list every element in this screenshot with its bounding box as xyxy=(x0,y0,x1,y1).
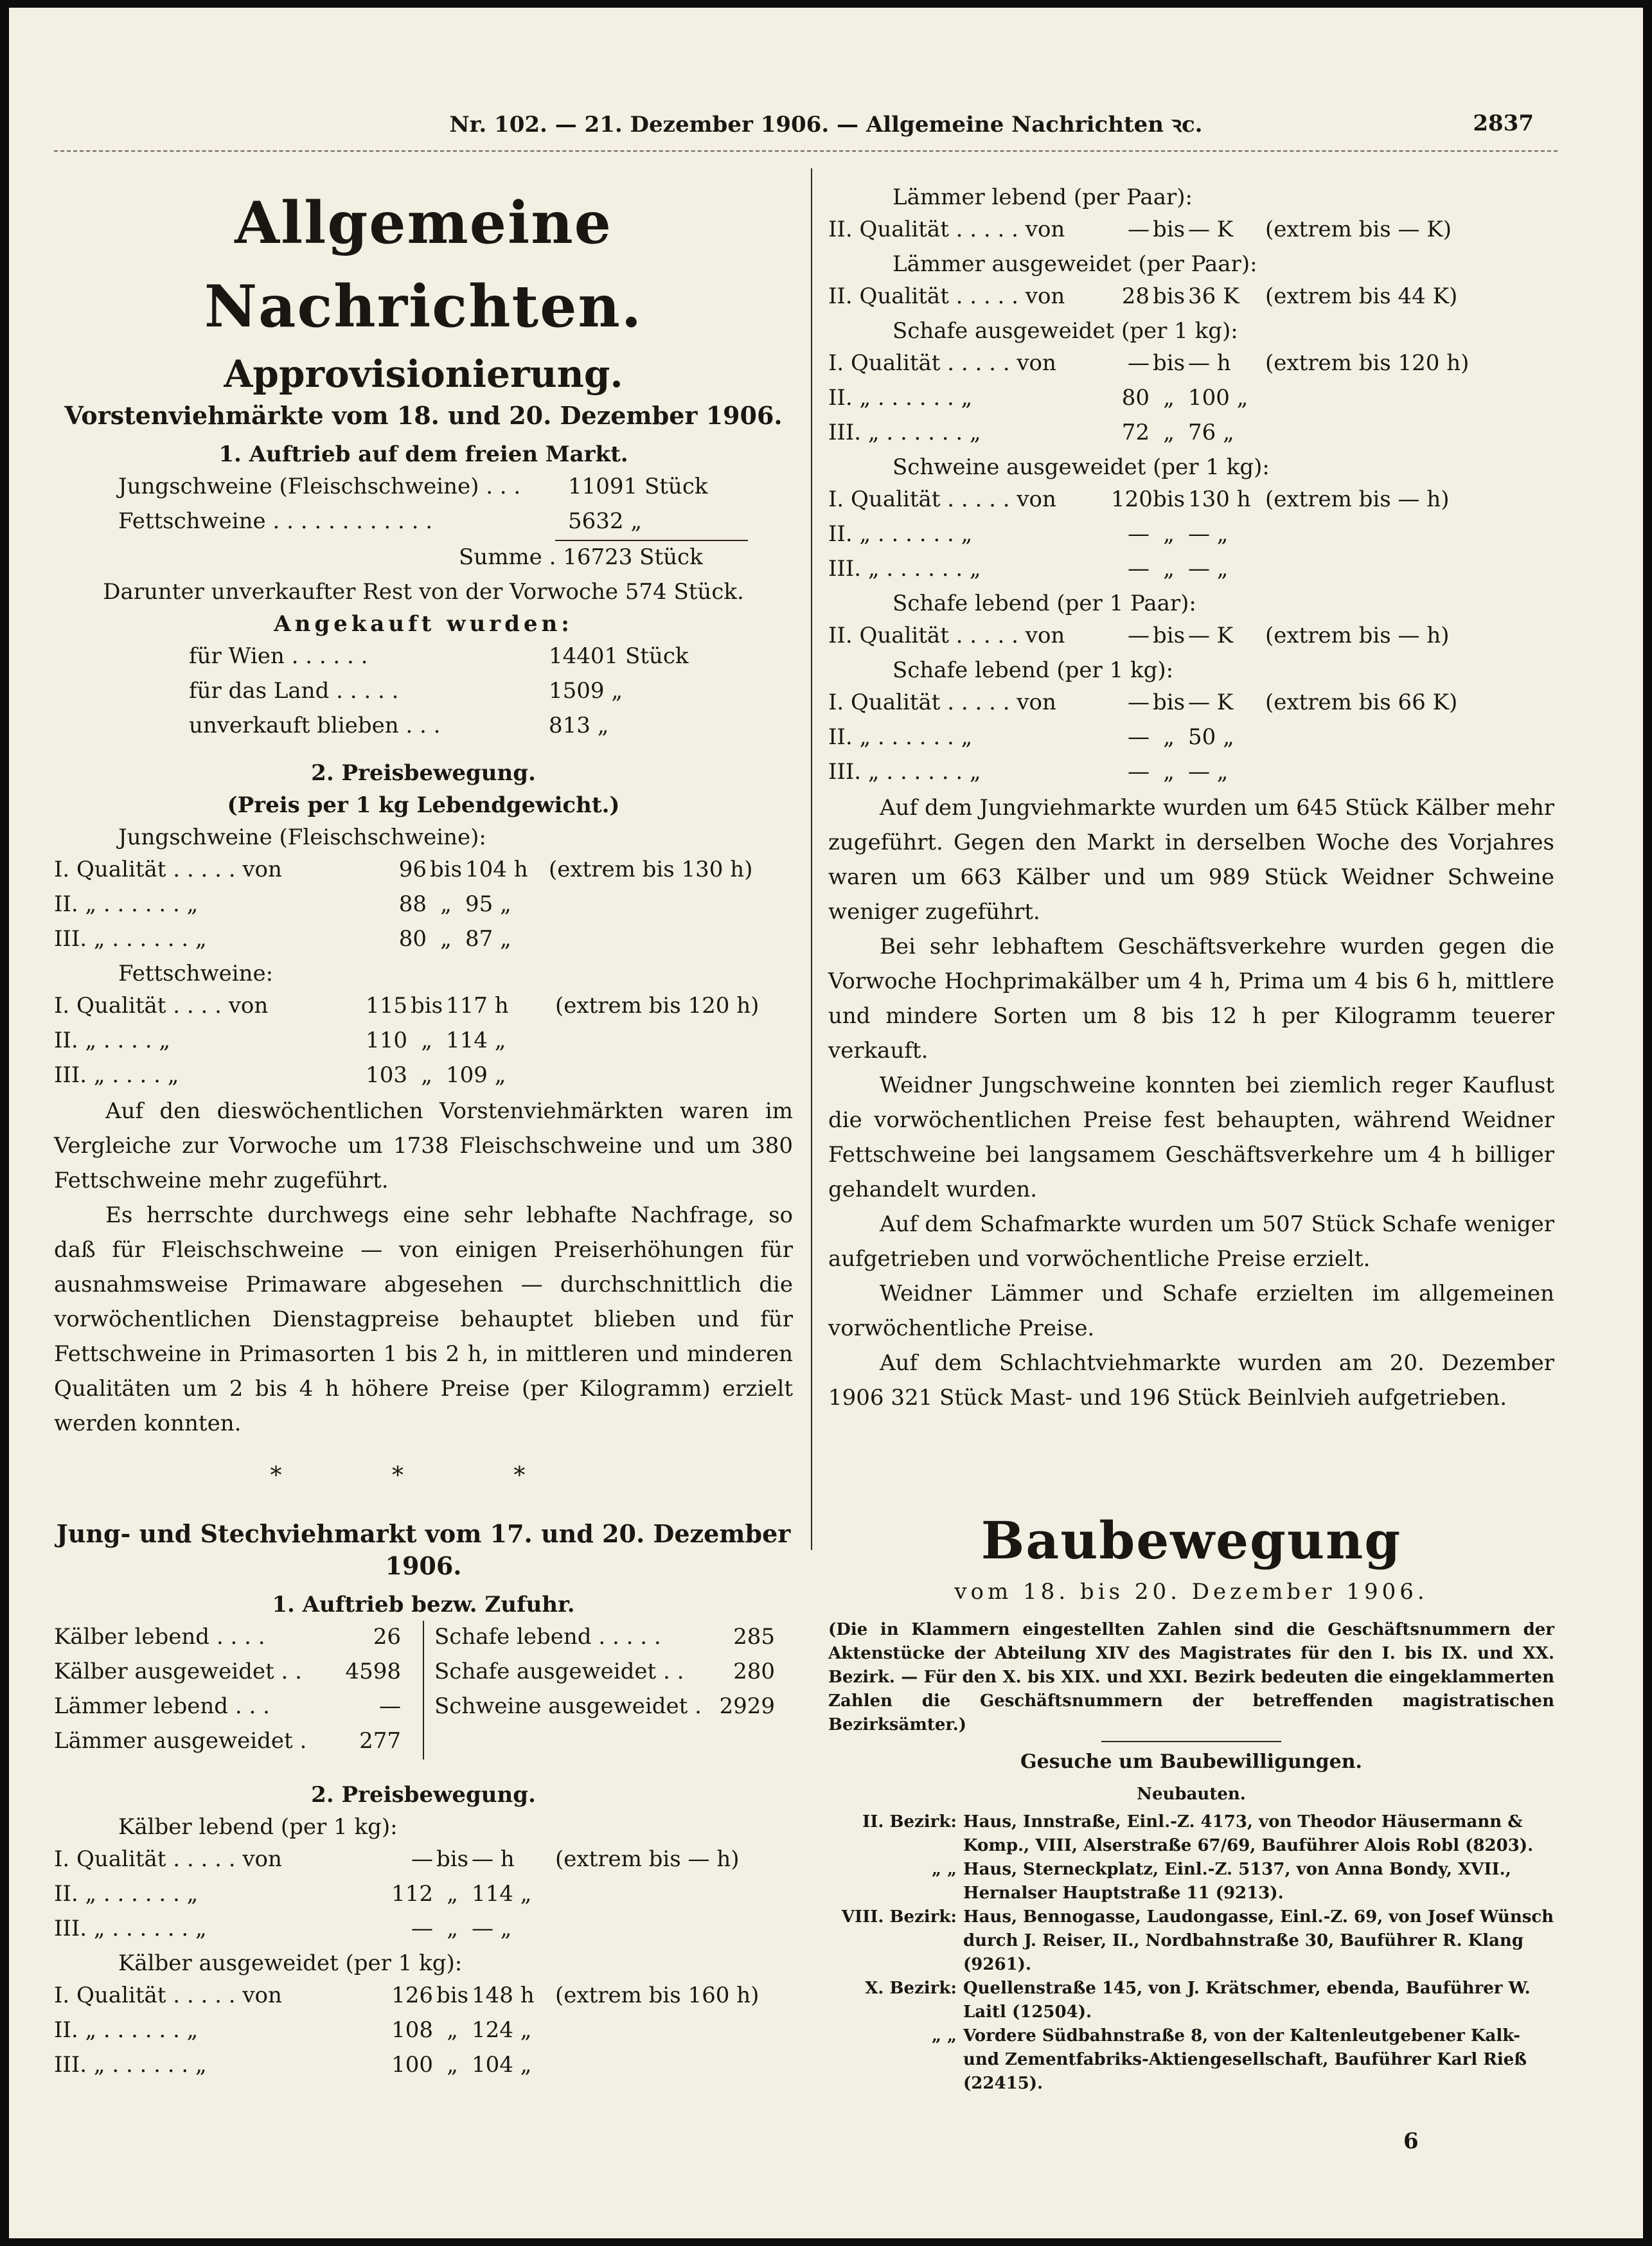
kaelber-ausg-table xyxy=(54,1979,793,2083)
cell-q: I. Qualität . . . . . von xyxy=(828,486,1056,512)
cell-m: „ xyxy=(447,2052,458,2078)
bau-title: Baubewegung xyxy=(981,1510,1402,1571)
cell-a: — xyxy=(1128,217,1150,242)
zufuhr-left xyxy=(54,1621,424,1760)
cell-b: 95 „ xyxy=(465,891,511,917)
list-item xyxy=(828,1905,1554,1977)
cell-value: 280 xyxy=(733,1659,775,1684)
list-item xyxy=(54,640,793,675)
cell-label: Lämmer lebend . . . xyxy=(54,1693,270,1719)
cell-m: bis xyxy=(1152,486,1186,512)
cell-a: 100 xyxy=(391,2052,433,2078)
cell-x: (extrem bis — h) xyxy=(555,1846,740,1872)
cell-value: 285 xyxy=(733,1624,775,1650)
cell-a: 115 xyxy=(366,993,407,1019)
cell-a: 103 xyxy=(366,1062,407,1088)
cell-q: II. Qualität . . . . . von xyxy=(828,217,1065,242)
laemmer-lebend-heading: Lämmer lebend (per Paar): xyxy=(893,184,1193,210)
separator-stars: * * * xyxy=(270,1463,577,1489)
entry-label: X. Bezirk: xyxy=(865,1979,957,1998)
table-row xyxy=(54,1690,413,1725)
cell-b: — h xyxy=(1188,350,1231,376)
table-row xyxy=(54,923,793,958)
cell-q: I. Qualität . . . . . von xyxy=(828,350,1056,376)
cell-x: (extrem bis 44 K) xyxy=(1265,283,1458,309)
cell-a: 108 xyxy=(391,2017,433,2043)
cell-label: Schafe ausgeweidet . . xyxy=(434,1659,684,1684)
table-row xyxy=(54,853,793,888)
cell-m: „ xyxy=(440,891,452,917)
cell-a: 126 xyxy=(391,1983,433,2008)
page-number: 2837 xyxy=(1473,111,1534,136)
cell-label: Kälber lebend . . . . xyxy=(54,1624,265,1650)
item-label: unverkauft blieben . . . xyxy=(189,713,441,738)
cell-m: bis xyxy=(429,857,463,882)
cell-m: „ xyxy=(1163,759,1175,785)
cell-m: „ xyxy=(1163,385,1175,411)
cell-a: 80 xyxy=(398,926,427,952)
laemmer-ausg-heading: Lämmer ausgeweidet (per Paar): xyxy=(893,251,1257,277)
jung-table xyxy=(54,853,793,958)
cell-b: 36 K xyxy=(1188,283,1239,309)
bau-subtitle: vom 18. bis 20. Dezember 1906. xyxy=(954,1579,1428,1605)
cell-x: (extrem bis — h) xyxy=(1265,623,1450,648)
table-row xyxy=(54,1621,413,1655)
cell-b: 117 h xyxy=(446,993,509,1019)
fett-table xyxy=(54,990,793,1094)
cell-label: Lämmer ausgeweidet . xyxy=(54,1728,307,1754)
table-row xyxy=(828,382,1554,416)
cell-value: 26 xyxy=(373,1624,401,1650)
baubewegung-section xyxy=(828,1505,1554,2096)
cell-b: — „ xyxy=(472,1916,512,1941)
table-row xyxy=(828,483,1554,518)
cell-m: bis xyxy=(410,993,443,1019)
table-row xyxy=(54,1843,793,1878)
item-label: für Wien . . . . . . xyxy=(189,643,368,669)
cell-m: bis xyxy=(436,1983,469,2008)
cell-m: „ xyxy=(1163,556,1175,582)
bau-entries xyxy=(828,1810,1554,2096)
cell-q: II. „ . . . . „ xyxy=(54,1028,170,1053)
schweine-ausg-heading: Schweine ausgeweidet (per 1 kg): xyxy=(893,454,1270,480)
paragraph: Weidner Jungschweine konnten bei ziemlich reger Kauflust die vorwöchentlichen Preise fest behaupten, während Weidner Fettschweine bei langsamem Geschäftsverkehre um 4 h billiger gehandelt wurden. xyxy=(828,1073,1554,1202)
cell-q: III. „ . . . . . . „ xyxy=(54,926,207,952)
preis-heading: 2. Preisbewegung. xyxy=(311,760,536,786)
cell-q: III. „ . . . . . . „ xyxy=(54,2052,207,2078)
kaelber-ausg-heading: Kälber ausgeweidet (per 1 kg): xyxy=(118,1950,463,1976)
entry-label: „ „ xyxy=(932,1860,957,1879)
cell-b: — K xyxy=(1188,623,1234,648)
table-row xyxy=(434,1621,793,1655)
item-value: 14401 Stück xyxy=(549,643,689,669)
zufuhr-heading: 1. Auftrieb bezw. Zufuhr. xyxy=(272,1592,575,1618)
list-item xyxy=(54,505,793,540)
cell-a: 110 xyxy=(366,1028,407,1053)
table-row xyxy=(54,2014,793,2049)
cell-b: — „ xyxy=(1188,556,1229,582)
table-row xyxy=(54,1878,793,1912)
list-item xyxy=(828,1810,1554,1858)
cell-q: III. „ . . . . . . „ xyxy=(54,1916,207,1941)
kaelber-lebend-table xyxy=(54,1843,793,1947)
entry-text: Quellenstraße 145, von J. Krätschmer, ebenda, Bauführer W. Laitl (12504). xyxy=(963,1979,1531,2022)
rest-line: Darunter unverkaufter Rest von der Vorwoche 574 Stück. xyxy=(103,579,744,605)
table-row xyxy=(828,213,1554,248)
cell-x: (extrem bis 120 h) xyxy=(1265,350,1470,376)
table-row xyxy=(828,280,1554,315)
paragraph: Auf dem Jungviehmarkte wurden um 645 Stück Kälber mehr zugeführt. Gegen den Markt in derselben Woche des Vorjahres waren um 663 Kälber und um 989 Stück Weidner Schweine weniger zugeführt. xyxy=(828,795,1554,925)
cell-q: II. „ . . . . . . „ xyxy=(828,521,973,547)
jung-heading: Jungschweine (Fleischschweine): xyxy=(118,824,486,850)
cell-value: 277 xyxy=(359,1728,401,1754)
paragraph: Auf dem Schlachtviehmarkte wurden am 20. Dezember 1906 321 Stück Mast- und 196 Stück Beinlvieh aufgetrieben. xyxy=(828,1350,1554,1411)
entry-label: VIII. Bezirk: xyxy=(841,1907,957,1927)
list-item xyxy=(828,2024,1554,2096)
cell-b: 114 „ xyxy=(446,1028,506,1053)
cell-m: bis xyxy=(1152,623,1186,648)
list-item xyxy=(54,470,793,505)
cell-m: „ xyxy=(440,926,452,952)
main-title: Allgemeine Nachrichten. xyxy=(204,189,643,341)
cell-x: (extrem bis — K) xyxy=(1265,217,1452,242)
paragraph: Auf dem Schafmarkte wurden um 507 Stück Schafe weniger aufgetrieben und vorwöchentliche Preise erzielt. xyxy=(828,1211,1554,1272)
bau-note: (Die in Klammern eingestellten Zahlen sind die Geschäftsnummern der Aktenstücke der Abteilung XIV des Magistrates für den I. bis IX. und XX. Bezirk. — Für den X. bis XIX. und XXI. Bezirk bedeuten die eingeklammerten Zahlen die Geschäftsnummern der betreffenden magistratischen Bezirksämter.) xyxy=(828,1620,1554,1734)
cell-m: „ xyxy=(447,1881,458,1907)
entry-text: Haus, Sterneckplatz, Einl.-Z. 5137, von Anna Bondy, XVII., Hernalser Hauptstraße 11 (9213). xyxy=(963,1860,1511,1903)
entry-text: Haus, Innstraße, Einl.-Z. 4173, von Theodor Häusermann & Komp., VIII, Alserstraße 67/69, Bauführer Alois Robl (8203). xyxy=(963,1812,1534,1855)
cell-m: „ xyxy=(1163,521,1175,547)
cell-b: 148 h xyxy=(472,1983,535,2008)
cell-q: I. Qualität . . . . . von xyxy=(54,1846,282,1872)
table-row xyxy=(828,721,1554,756)
page xyxy=(9,8,1643,2238)
cell-q: I. Qualität . . . . von xyxy=(54,993,269,1019)
table-row xyxy=(828,416,1554,451)
table-row xyxy=(54,1655,413,1690)
table-row xyxy=(828,756,1554,790)
cell-q: I. Qualität . . . . . von xyxy=(54,857,282,882)
table-row xyxy=(54,1725,413,1760)
cell-a: 88 xyxy=(398,891,427,917)
cell-m: bis xyxy=(1152,350,1186,376)
table-row xyxy=(54,1024,793,1059)
header-title: Nr. 102. — 21. Dezember 1906. — Allgemeine Nachrichten ꝛc. xyxy=(449,112,1203,138)
cell-a: 72 xyxy=(1121,420,1150,445)
schafe-kg-heading: Schafe lebend (per 1 kg): xyxy=(893,657,1174,683)
cell-m: bis xyxy=(1152,217,1186,242)
jungvieh-title: Jung- und Stechviehmarkt vom 17. und 20. Dezember 1906. xyxy=(56,1519,791,1580)
preis2-heading: 2. Preisbewegung. xyxy=(311,1782,536,1808)
cell-m: „ xyxy=(1163,724,1175,750)
cell-b: 76 „ xyxy=(1188,420,1234,445)
cell-value: — xyxy=(379,1693,401,1719)
cell-q: II. Qualität . . . . . von xyxy=(828,623,1065,648)
running-header xyxy=(118,104,1534,143)
zufuhr-right xyxy=(424,1621,793,1760)
item-value: 813 „ xyxy=(549,713,609,738)
cell-x: (extrem bis 66 K) xyxy=(1265,690,1458,715)
cell-a: — xyxy=(1128,556,1150,582)
table-row xyxy=(434,1655,793,1690)
cell-a: 120 xyxy=(1111,486,1153,512)
entry-label: „ „ xyxy=(932,2026,957,2045)
cell-b: 104 „ xyxy=(472,2052,532,2078)
entry-text: Haus, Bennogasse, Laudongasse, Einl.-Z. 69, von Josef Wünsch durch J. Reiser, II., Nordbahnstraße 30, Bauführer R. Klang (9261). xyxy=(963,1907,1554,1974)
cell-a: — xyxy=(1128,623,1150,648)
paragraph: Es herrschte durchwegs eine sehr lebhafte Nachfrage, so daß für Fleischschweine — von einigen Preiserhöhungen für ausnahmsweise Primaware abgesehen — durchschnittlich die vorwöchentlichen Dienstagpreise behauptet blieben und für Fettschweine in Primasorten 1 bis 2 h, in mittleren und minderen Qualitäten um 2 bis 4 h höhere Preise (per Kilogramm) erzielt werden konnten. xyxy=(54,1202,793,1436)
table-row xyxy=(54,2049,793,2083)
cell-x: (extrem bis 120 h) xyxy=(555,993,759,1019)
zufuhr-table xyxy=(54,1621,793,1760)
cell-b: 50 „ xyxy=(1188,724,1234,750)
cell-m: „ xyxy=(421,1062,432,1088)
paragraph: Auf den dieswöchentlichen Vorstenviehmärkten waren im Vergleiche zur Vorwoche um 1738 Fleischschweine und um 380 Fettschweine mehr zugeführt. xyxy=(54,1098,793,1193)
table-row xyxy=(54,990,793,1024)
cell-b: 104 h xyxy=(465,857,528,882)
cell-m: „ xyxy=(421,1028,432,1053)
cell-q: I. Qualität . . . . . von xyxy=(828,690,1056,715)
table-row xyxy=(828,686,1554,721)
cell-label: Schweine ausgeweidet . xyxy=(434,1693,702,1719)
entry-label: II. Bezirk: xyxy=(862,1812,957,1832)
cell-a: 112 xyxy=(391,1881,433,1907)
table-row xyxy=(434,1690,793,1725)
list-item xyxy=(828,1858,1554,1905)
cell-a: — xyxy=(1128,521,1150,547)
table-row xyxy=(828,619,1554,654)
item-value: 11091 Stück xyxy=(568,474,708,499)
cell-q: III. „ . . . . . . „ xyxy=(828,556,981,582)
cell-a: — xyxy=(1128,724,1150,750)
cell-value: 4598 xyxy=(345,1659,401,1684)
summe: Summe . 16723 Stück xyxy=(459,544,703,570)
column-divider xyxy=(811,168,812,1550)
cell-a: 96 xyxy=(398,857,427,882)
cell-b: — K xyxy=(1188,217,1234,242)
list-item xyxy=(54,675,793,709)
angekauft-heading: Angekauft wurden: xyxy=(274,611,573,637)
item-value: 1509 „ xyxy=(549,678,623,704)
cell-a: — xyxy=(411,1916,433,1941)
cell-x: (extrem bis — h) xyxy=(1265,486,1450,512)
item-label: Fettschweine . . . . . . . . . . . . xyxy=(118,508,433,534)
cell-label: Kälber ausgeweidet . . xyxy=(54,1659,302,1684)
fett-heading: Fettschweine: xyxy=(118,961,274,986)
cell-b: 130 h xyxy=(1188,486,1251,512)
kaelber-lebend-heading: Kälber lebend (per 1 kg): xyxy=(118,1814,398,1840)
table-row xyxy=(828,553,1554,587)
cell-x: (extrem bis 130 h) xyxy=(549,857,753,882)
left-column xyxy=(54,181,793,2083)
table-row xyxy=(54,888,793,923)
cell-x: (extrem bis 160 h) xyxy=(555,1983,759,2008)
neubauten-heading: Neubauten. xyxy=(1137,1785,1246,1804)
cell-m: „ xyxy=(447,1916,458,1941)
table-row xyxy=(54,1912,793,1947)
cell-q: II. „ . . . . . . „ xyxy=(828,385,973,411)
gesuche-heading: Gesuche um Baubewilligungen. xyxy=(1020,1751,1363,1773)
cell-b: — „ xyxy=(1188,521,1229,547)
cell-q: II. „ . . . . . . „ xyxy=(54,1881,199,1907)
auftrieb-heading: 1. Auftrieb auf dem freien Markt. xyxy=(218,441,628,467)
cell-a: 80 xyxy=(1121,385,1150,411)
item-label: Jungschweine (Fleischschweine) . . . xyxy=(118,474,521,499)
section-title: Approvisionierung. xyxy=(224,352,623,396)
cell-a: 28 xyxy=(1121,283,1150,309)
cell-m: bis xyxy=(436,1846,469,1872)
list-item xyxy=(54,709,793,744)
list-item xyxy=(828,1977,1554,2024)
entry-text: Vordere Südbahnstraße 8, von der Kaltenleutgebener Kalk- und Zementfabriks-Aktiengesellschaft, Bauführer Karl Rieß (22415). xyxy=(963,2026,1527,2093)
table-row xyxy=(54,1979,793,2014)
cell-m: „ xyxy=(1163,420,1175,445)
cell-m: bis xyxy=(1152,283,1186,309)
cell-m: bis xyxy=(1152,690,1186,715)
cell-q: III. „ . . . . . . „ xyxy=(828,420,981,445)
cell-q: III. „ . . . . „ xyxy=(54,1062,179,1088)
cell-b: 87 „ xyxy=(465,926,511,952)
item-value: 5632 „ xyxy=(568,508,642,534)
cell-m: „ xyxy=(447,2017,458,2043)
table-row xyxy=(828,347,1554,382)
cell-label: Schafe lebend . . . . . xyxy=(434,1624,661,1650)
paragraph: Weidner Lämmer und Schafe erzielten im allgemeinen vorwöchentliche Preise. xyxy=(828,1281,1554,1341)
cell-q: III. „ . . . . . . „ xyxy=(828,759,981,785)
subtitle: Vorstenviehmärkte vom 18. und 20. Dezember 1906. xyxy=(64,401,783,430)
cell-b: — „ xyxy=(1188,759,1229,785)
table-row xyxy=(828,518,1554,553)
schafe-ausg-heading: Schafe ausgeweidet (per 1 kg): xyxy=(893,318,1238,344)
cell-b: 124 „ xyxy=(472,2017,532,2043)
item-label: für das Land . . . . . xyxy=(189,678,399,704)
cell-b: 100 „ xyxy=(1188,385,1248,411)
cell-q: II. Qualität . . . . . von xyxy=(828,283,1065,309)
cell-value: 2929 xyxy=(719,1693,775,1719)
cell-q: I. Qualität . . . . . von xyxy=(54,1983,282,2008)
cell-a: — xyxy=(411,1846,433,1872)
cell-a: — xyxy=(1128,759,1150,785)
right-column xyxy=(828,181,1554,1415)
cell-q: II. „ . . . . . . „ xyxy=(54,2017,199,2043)
paragraph: Bei sehr lebhaftem Geschäftsverkehre wurden gegen die Vorwoche Hochprimakälber um 4 h, Prima um 4 bis 6 h, mittlere und mindere Sorten um 8 bis 12 h per Kilogramm teuerer verkauft. xyxy=(828,934,1554,1064)
cell-b: 109 „ xyxy=(446,1062,506,1088)
table-row xyxy=(54,1059,793,1094)
cell-a: — xyxy=(1128,350,1150,376)
signature-number: 6 xyxy=(1403,2128,1419,2154)
cell-b: — K xyxy=(1188,690,1234,715)
cell-q: II. „ . . . . . . „ xyxy=(54,891,199,917)
header-rule xyxy=(54,150,1558,152)
schafe-paar-heading: Schafe lebend (per 1 Paar): xyxy=(893,591,1196,616)
cell-b: — h xyxy=(472,1846,515,1872)
preis-sub: (Preis per 1 kg Lebendgewicht.) xyxy=(227,792,620,818)
cell-a: — xyxy=(1128,690,1150,715)
divider xyxy=(1101,1741,1281,1742)
cell-q: II. „ . . . . . . „ xyxy=(828,724,973,750)
cell-b: 114 „ xyxy=(472,1881,532,1907)
